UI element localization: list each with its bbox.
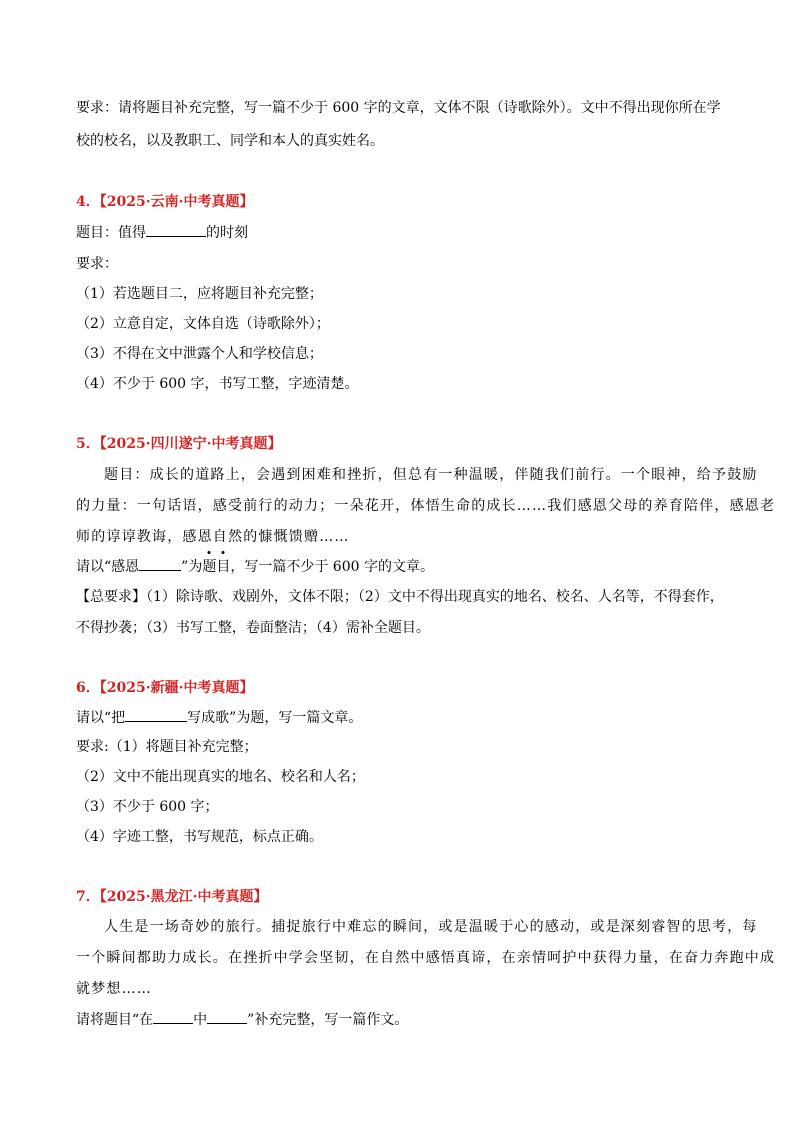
- q5-prompt-line-1: 题目：成长的道路上，会遇到困难和挫折，但总有一种温暖，伴随我们前行。一个眼神，给予鼓励: [104, 467, 758, 483]
- q4-title: 4．【2025·云南·中考真题】: [76, 194, 254, 210]
- q4-requirement-item: （1）若选题目二，应将题目补充完整；: [76, 286, 323, 302]
- q5-title: 5．【2025·四川遂宁·中考真题】: [76, 436, 282, 452]
- q5-instruction-blank: [139, 556, 181, 571]
- q7-prompt-line-3: 就梦想……: [76, 981, 152, 997]
- q4-requirement-item: （2）立意自定，文体自选（诗歌除外）；: [76, 316, 330, 332]
- q6-title: 6．【2025·新疆·中考真题】: [76, 680, 254, 696]
- q4-topic: [76, 222, 248, 243]
- q6-requirement-item: 要求:（1）将题目补充完整；: [76, 739, 258, 755]
- q5-emphasis-char: 题: [202, 559, 217, 575]
- q7-title: 7．【2025·黑龙江·中考真题】: [76, 889, 268, 905]
- q6-requirement-item: （2）文中不能出现真实的地名、校名和人名；: [76, 769, 365, 785]
- q5-instruction-suffix: ，写一篇不少于 600 字的文章。: [230, 559, 434, 575]
- q7-instruction: [76, 1009, 408, 1030]
- q4-topic-suffix: 的时刻: [206, 225, 248, 241]
- q6-instruction-blank: [125, 707, 187, 722]
- q5-instruction-prefix: 请以“感恩: [76, 559, 140, 575]
- q5-instruction-middle: ”为: [181, 559, 203, 575]
- q4-topic-prefix: 题目：值得: [76, 225, 146, 241]
- q7-prompt-line-2: 一个瞬间都助力成长。在挫折中学会坚韧，在自然中感悟真谛，在亲情呵护中获得力量，在奋力奔跑中成: [76, 950, 776, 966]
- q6-instruction-prefix: 请以“把: [76, 710, 126, 726]
- q6-requirement-item: （3）不少于 600 字；: [76, 799, 219, 815]
- q7-instruction-suffix: ”补充完整，写一篇作文。: [247, 1012, 409, 1028]
- q4-topic-blank: [146, 222, 206, 237]
- q7-instruction-blank-2: [207, 1009, 247, 1024]
- q3-requirement-line-1: 要求：请将题目补充完整，写一篇不少于 600 字的文章，文体不限（诗歌除外）。文中不得出现你所在学: [76, 100, 721, 116]
- q5-general-requirement-line-1: 【总要求】（1）除诗歌、戏剧外，文体不限；（2）文中不得出现真实的地名、校名、人名等，不得套作，: [76, 589, 724, 605]
- q7-instruction-middle: 中: [193, 1012, 208, 1028]
- q7-instruction-blank-1: [153, 1009, 193, 1024]
- q4-requirement-item: （3）不得在文中泄露个人和学校信息；: [76, 346, 323, 362]
- q5-prompt-line-3: 师的谆谆教诲，感恩自然的慷慨馈赠……: [76, 529, 350, 545]
- q5-instruction: [76, 556, 434, 577]
- q7-prompt-line-1: 人生是一场奇妙的旅行。捕捉旅行中难忘的瞬间，或是温暖于心的感动，或是深刻睿智的思考，每: [104, 919, 758, 935]
- q6-instruction-suffix: 写成歌”为题，写一篇文章。: [187, 710, 363, 726]
- q4-requirement-label: 要求：: [76, 256, 118, 272]
- q3-requirement-line-2: 校的校名，以及教职工、同学和本人的真实姓名。: [76, 133, 384, 149]
- q7-instruction-prefix: 请将题目“在: [76, 1012, 154, 1028]
- q5-emphasis-char: 目: [216, 559, 231, 575]
- q4-requirement-item: （4）不少于 600 字，书写工整，字迹清楚。: [76, 376, 359, 392]
- q6-requirement-item: （4）字迹工整，书写规范，标点正确。: [76, 829, 323, 845]
- q5-prompt-line-2: 的力量：一句话语，感受前行的动力；一朵花开，体悟生命的成长……我们感恩父母的养育陪伴，感恩老: [76, 498, 776, 514]
- q6-instruction: [76, 707, 362, 728]
- q5-general-requirement-line-2: 不得抄袭；（3）书写工整，卷面整洁；（4）需补全题目。: [76, 620, 430, 636]
